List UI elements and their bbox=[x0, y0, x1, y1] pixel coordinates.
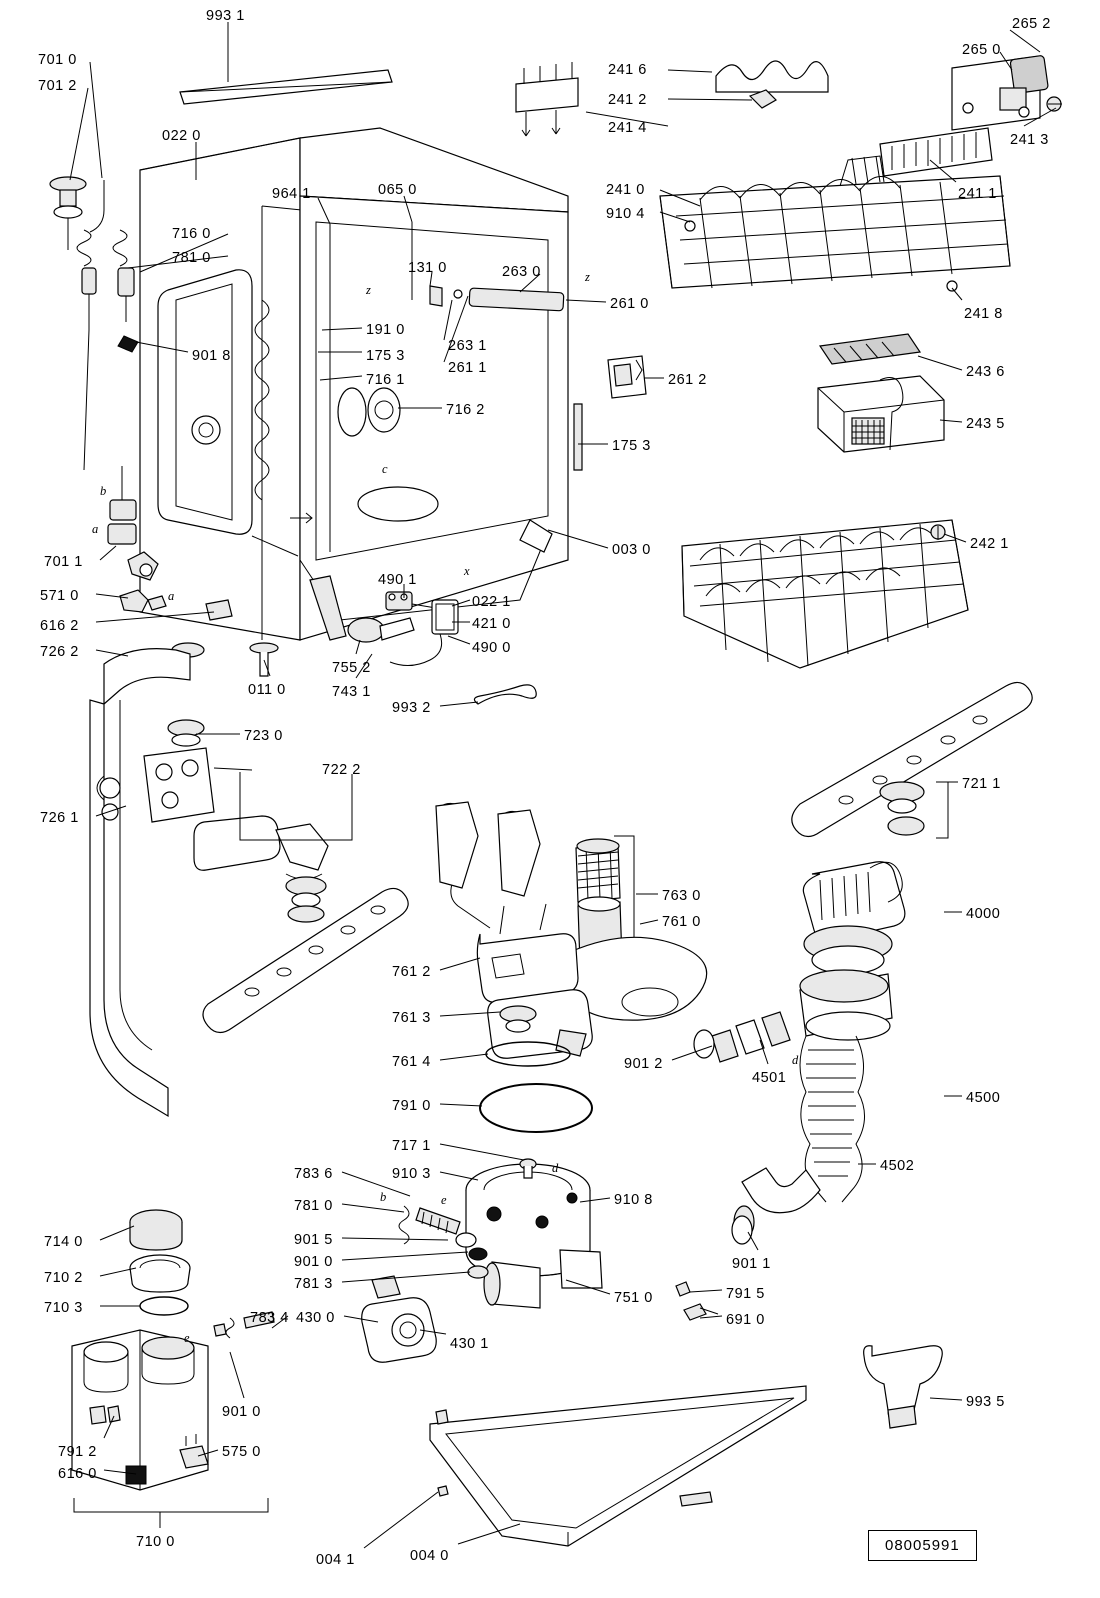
part-label-910-3: 910 3 bbox=[392, 1166, 431, 1182]
part-label-701-1: 701 1 bbox=[44, 554, 83, 570]
part-label-701-0: 701 0 bbox=[38, 52, 77, 68]
part-label-241-1: 241 1 bbox=[958, 186, 997, 202]
part-label-691-0: 691 0 bbox=[726, 1312, 765, 1328]
part-label-716-0: 716 0 bbox=[172, 226, 211, 242]
part-label-761-4: 761 4 bbox=[392, 1054, 431, 1070]
part-label-751-0: 751 0 bbox=[614, 1290, 653, 1306]
leader-line bbox=[640, 920, 658, 924]
leader-line bbox=[566, 300, 606, 302]
callout-marker-z: z bbox=[366, 283, 371, 297]
callout-marker-z: z bbox=[585, 270, 590, 284]
part-label-4501: 4501 bbox=[752, 1070, 787, 1086]
part-label-241-2: 241 2 bbox=[608, 92, 647, 108]
part-label-964-1: 964 1 bbox=[272, 186, 311, 202]
callout-marker-b: b bbox=[100, 484, 107, 498]
part-label-241-0: 241 0 bbox=[606, 182, 645, 198]
leader-line bbox=[342, 1204, 404, 1212]
leader-line bbox=[342, 1272, 470, 1282]
part-label-011-0: 011 0 bbox=[248, 682, 286, 698]
callout-marker-d: d bbox=[552, 1161, 559, 1175]
leader-line bbox=[440, 1172, 478, 1180]
part-label-175-3: 175 3 bbox=[612, 438, 651, 454]
part-label-710-3: 710 3 bbox=[44, 1300, 83, 1316]
callout-marker-e: e bbox=[184, 1331, 190, 1345]
leader-line bbox=[748, 1232, 758, 1250]
part-label-761-0: 761 0 bbox=[662, 914, 701, 930]
leader-line bbox=[356, 640, 360, 654]
callout-marker-b: b bbox=[380, 1190, 387, 1204]
part-label-243-6: 243 6 bbox=[966, 364, 1005, 380]
part-label-710-2: 710 2 bbox=[44, 1270, 83, 1286]
part-label-901-1: 901 1 bbox=[732, 1256, 771, 1272]
part-label-065-0: 065 0 bbox=[378, 182, 417, 198]
leader-line bbox=[440, 1104, 482, 1106]
leader-line bbox=[342, 1252, 468, 1260]
part-label-243-5: 243 5 bbox=[966, 416, 1005, 432]
leader-line bbox=[930, 1398, 962, 1400]
part-label-490-0: 490 0 bbox=[472, 640, 511, 656]
leader-line bbox=[440, 1054, 488, 1060]
part-label-4500: 4500 bbox=[966, 1090, 1001, 1106]
part-label-714-0: 714 0 bbox=[44, 1234, 83, 1250]
part-label-241-6: 241 6 bbox=[608, 62, 647, 78]
part-label-993-2: 993 2 bbox=[392, 700, 431, 716]
part-label-722-2: 722 2 bbox=[322, 762, 361, 778]
part-label-781-0: 781 0 bbox=[294, 1198, 333, 1214]
leader-line bbox=[100, 1226, 134, 1240]
part-label-131-0: 131 0 bbox=[408, 260, 447, 276]
part-label-265-0: 265 0 bbox=[962, 42, 1001, 58]
part-label-191-0: 191 0 bbox=[366, 322, 405, 338]
part-label-265-2: 265 2 bbox=[1012, 16, 1051, 32]
part-label-743-1: 743 1 bbox=[332, 684, 371, 700]
part-label-901-8: 901 8 bbox=[192, 348, 231, 364]
callout-marker-d: d bbox=[792, 1053, 799, 1067]
part-label-261-1: 261 1 bbox=[448, 360, 487, 376]
part-label-781-0: 781 0 bbox=[172, 250, 211, 266]
part-label-004-1: 004 1 bbox=[316, 1552, 355, 1568]
part-label-783-4: 783 4 bbox=[250, 1310, 289, 1326]
leader-line bbox=[760, 1040, 768, 1064]
leader-line bbox=[668, 99, 752, 100]
leader-line bbox=[440, 1144, 524, 1160]
callout-marker-a: a bbox=[92, 522, 99, 536]
part-label-022-1: 022 1 bbox=[472, 594, 511, 610]
part-label-616-2: 616 2 bbox=[40, 618, 79, 634]
leader-line bbox=[90, 62, 102, 178]
part-label-263-0: 263 0 bbox=[502, 264, 541, 280]
part-label-993-1: 993 1 bbox=[206, 8, 245, 24]
part-label-241-4: 241 4 bbox=[608, 120, 647, 136]
callout-marker-x: x bbox=[464, 564, 470, 578]
part-label-721-1: 721 1 bbox=[962, 776, 1001, 792]
part-label-901-5: 901 5 bbox=[294, 1232, 333, 1248]
part-label-781-3: 781 3 bbox=[294, 1276, 333, 1292]
part-label-241-3: 241 3 bbox=[1010, 132, 1049, 148]
part-label-710-0: 710 0 bbox=[136, 1534, 175, 1550]
part-label-791-0: 791 0 bbox=[392, 1098, 431, 1114]
part-label-242-1: 242 1 bbox=[970, 536, 1009, 552]
part-label-490-1: 490 1 bbox=[378, 572, 417, 588]
callout-marker-c: c bbox=[382, 462, 388, 476]
part-label-910-4: 910 4 bbox=[606, 206, 645, 222]
part-label-783-6: 783 6 bbox=[294, 1166, 333, 1182]
part-label-263-1: 263 1 bbox=[448, 338, 487, 354]
part-label-716-1: 716 1 bbox=[366, 372, 405, 388]
leader-line bbox=[96, 650, 128, 656]
part-label-241-8: 241 8 bbox=[964, 306, 1003, 322]
part-label-763-0: 763 0 bbox=[662, 888, 701, 904]
part-label-755-2: 755 2 bbox=[332, 660, 371, 676]
part-label-430-1: 430 1 bbox=[450, 1336, 489, 1352]
part-label-993-5: 993 5 bbox=[966, 1394, 1005, 1410]
callout-marker-e: e bbox=[441, 1193, 447, 1207]
leader-line bbox=[700, 1316, 722, 1318]
part-label-901-0: 901 0 bbox=[222, 1404, 261, 1420]
part-label-723-0: 723 0 bbox=[244, 728, 283, 744]
part-label-421-0: 421 0 bbox=[472, 616, 511, 632]
part-label-261-0: 261 0 bbox=[610, 296, 649, 312]
part-label-791-5: 791 5 bbox=[726, 1286, 765, 1302]
leader-line bbox=[230, 1352, 244, 1398]
leader-line bbox=[364, 1492, 438, 1548]
leader-line bbox=[342, 1238, 448, 1240]
part-label-175-3: 175 3 bbox=[366, 348, 405, 364]
leader-line bbox=[440, 958, 480, 970]
leader-line bbox=[668, 70, 712, 72]
part-label-616-0: 616 0 bbox=[58, 1466, 97, 1482]
part-label-701-2: 701 2 bbox=[38, 78, 77, 94]
leader-line bbox=[448, 636, 470, 644]
part-label-430-0: 430 0 bbox=[296, 1310, 335, 1326]
leader-line bbox=[70, 88, 88, 180]
part-label-901-0: 901 0 bbox=[294, 1254, 333, 1270]
part-label-761-3: 761 3 bbox=[392, 1010, 431, 1026]
part-label-003-0: 003 0 bbox=[612, 542, 651, 558]
part-label-571-0: 571 0 bbox=[40, 588, 79, 604]
part-label-901-2: 901 2 bbox=[624, 1056, 663, 1072]
part-label-022-0: 022 0 bbox=[162, 128, 201, 144]
callout-marker-a: a bbox=[168, 589, 175, 603]
leader-line bbox=[690, 1290, 722, 1292]
part-label-4502: 4502 bbox=[880, 1158, 915, 1174]
part-label-716-2: 716 2 bbox=[446, 402, 485, 418]
part-label-726-1: 726 1 bbox=[40, 810, 79, 826]
part-label-4000: 4000 bbox=[966, 906, 1001, 922]
leader-line bbox=[952, 288, 962, 300]
part-label-761-2: 761 2 bbox=[392, 964, 431, 980]
leader-line bbox=[440, 702, 478, 706]
part-label-791-2: 791 2 bbox=[58, 1444, 97, 1460]
part-label-261-2: 261 2 bbox=[668, 372, 707, 388]
part-label-004-0: 004 0 bbox=[410, 1548, 449, 1564]
part-label-717-1: 717 1 bbox=[392, 1138, 431, 1154]
leader-line bbox=[100, 546, 116, 560]
part-label-575-0: 575 0 bbox=[222, 1444, 261, 1460]
part-label-726-2: 726 2 bbox=[40, 644, 79, 660]
leader-line bbox=[918, 356, 962, 370]
leader-line bbox=[1010, 30, 1040, 52]
document-code-box: 08005991 bbox=[868, 1530, 977, 1561]
part-label-910-8: 910 8 bbox=[614, 1192, 653, 1208]
